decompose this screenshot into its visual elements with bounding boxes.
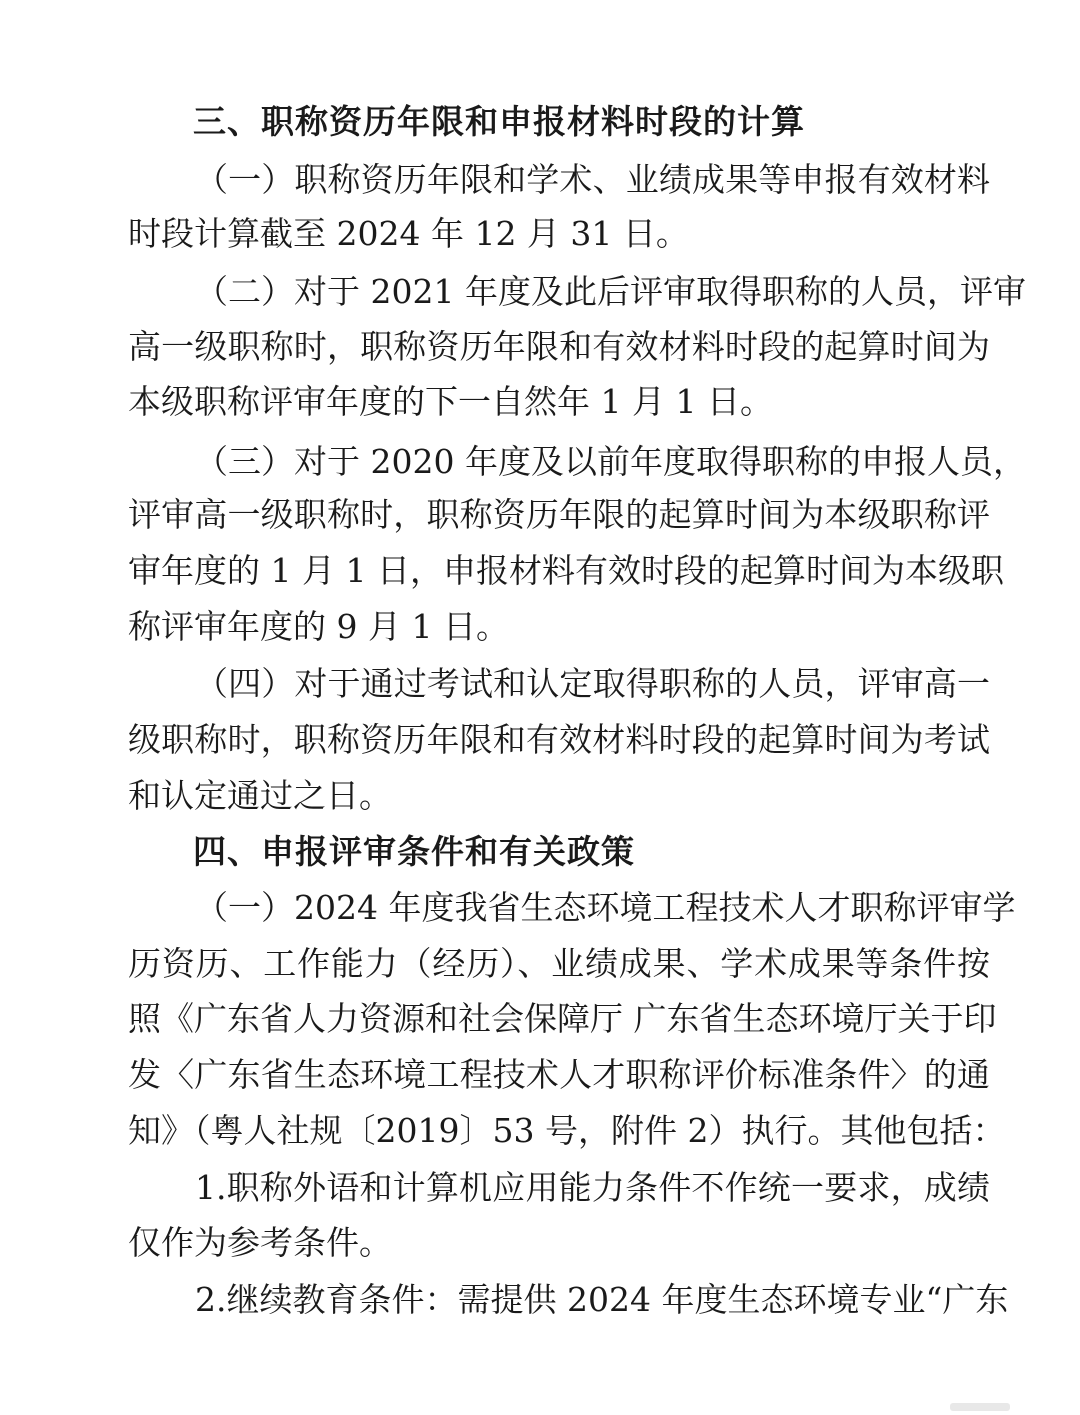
section-3-p3-line-1: （三）对于 2020 年度及以前年度取得职称的申报人员，: [195, 442, 1026, 481]
section-4-heading: 四、申报评审条件和有关政策: [193, 832, 635, 871]
section-3-p2-line-1: （二）对于 2021 年度及此后评审取得职称的人员，评审: [195, 272, 1026, 311]
section-3-heading: 三、职称资历年限和申报材料时段的计算: [193, 102, 805, 141]
section-4-p1-line-3: 照《广东省人力资源和社会保障厅 广东省生态环境厅关于印: [128, 999, 997, 1038]
section-3-p3-line-4: 称评审年度的 9 月 1 日。: [128, 607, 509, 646]
section-3-p4-line-1: （四）对于通过考试和认定取得职称的人员，评审高一: [195, 664, 990, 703]
section-3-p3-line-3: 审年度的 1 月 1 日，申报材料有效时段的起算时间为本级职: [128, 551, 1004, 590]
section-3-p2-line-3: 本级职称评审年度的下一自然年 1 月 1 日。: [128, 382, 773, 421]
section-3-p1-line-2: 时段计算截至 2024 年 12 月 31 日。: [128, 214, 689, 253]
section-4-item-1-line-1: 1.职称外语和计算机应用能力条件不作统一要求，成绩: [195, 1168, 990, 1207]
section-3-p2-line-2: 高一级职称时，职称资历年限和有效材料时段的起算时间为: [128, 327, 990, 366]
section-4-p1-line-1: （一）2024 年度我省生态环境工程技术人才职称评审学: [195, 888, 1016, 927]
section-3-p4-line-3: 和认定通过之日。: [128, 776, 392, 815]
section-4-p1-line-2: 历资历、工作能力（经历）、业绩成果、学术成果等条件按: [128, 944, 990, 983]
section-3-p1-line-1: （一）职称资历年限和学术、业绩成果等申报有效材料: [195, 160, 990, 199]
watermark-mark: [950, 1403, 1010, 1411]
section-4-p1-line-5: 知》（粤人社规〔2019〕53 号，附件 2）执行。其他包括：: [128, 1111, 1006, 1150]
section-4-p1-line-4: 发〈广东省生态环境工程技术人才职称评价标准条件〉的通: [128, 1055, 990, 1094]
section-3-p4-line-2: 级职称时，职称资历年限和有效材料时段的起算时间为考试: [128, 720, 990, 759]
section-3-p3-line-2: 评审高一级职称时，职称资历年限的起算时间为本级职称评: [128, 495, 990, 534]
section-4-item-1-line-2: 仅作为参考条件。: [128, 1223, 392, 1262]
section-4-item-2-line-1: 2.继续教育条件：需提供 2024 年度生态环境专业“广东: [195, 1280, 1009, 1319]
